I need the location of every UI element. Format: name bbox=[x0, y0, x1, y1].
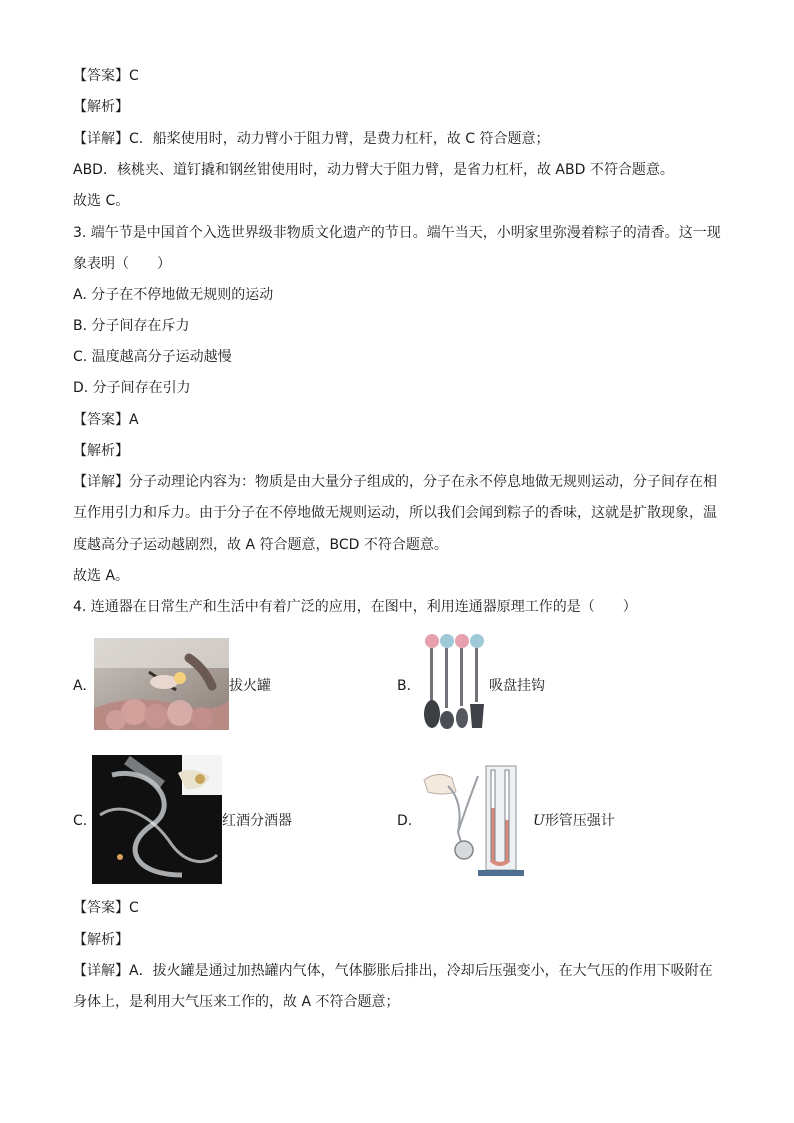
q4-choice-d-label bbox=[533, 811, 615, 831]
q3-detail-line-1: 【详解】分子动理论内容为：物质是由大量分子组成的，分子在永不停息地做无规则运动，分子间存在相 bbox=[73, 474, 717, 490]
q4-choice-b-letter: B. bbox=[397, 678, 412, 694]
q3-conclusion: 故选 A。 bbox=[73, 568, 130, 584]
q4-stem: 4. 连通器在日常生产和生活中有着广泛的应用，在图中，利用连通器原理工作的是（ ） bbox=[73, 599, 637, 615]
q3-option-c: C. 温度越高分子运动越慢 bbox=[73, 349, 232, 365]
q3-analysis-heading: 【解析】 bbox=[73, 443, 129, 459]
q4-choice-c-image bbox=[92, 755, 222, 884]
suction-hook-utensils-icon bbox=[420, 632, 488, 732]
q3-answer: 【答案】A bbox=[73, 412, 139, 428]
wine-decanter-photo-icon bbox=[92, 755, 222, 884]
q2-conclusion: 故选 C。 bbox=[73, 193, 130, 209]
q3-option-b: B. 分子间存在斥力 bbox=[73, 318, 190, 334]
q3-option-a: A. 分子在不停地做无规则的运动 bbox=[73, 287, 274, 303]
q3-detail-line-3: 度越高分子运动越剧烈，故 A 符合题意，BCD 不符合题意。 bbox=[73, 537, 448, 553]
q3-stem-line-1: 3. 端午节是中国首个入选世界级非物质文化遗产的节日。端午当天，小明家里弥漫着粽子的清香。这一现 bbox=[73, 225, 721, 241]
q4-choice-c-letter: C. bbox=[73, 813, 88, 829]
q3-option-d: D. 分子间存在引力 bbox=[73, 380, 191, 396]
q4-choice-c-label: 红酒分酒器 bbox=[222, 813, 292, 829]
q4-choice-a-image bbox=[94, 638, 229, 730]
q2-detail-line-2: ABD．核桃夹、道钉撬和钢丝钳使用时，动力臂大于阻力臂，是省力杠杆，故 ABD 不符合题意。 bbox=[73, 162, 674, 178]
q4-choice-a-label: 拔火罐 bbox=[229, 678, 271, 694]
q3-stem-line-2: 象表明（ ） bbox=[73, 256, 171, 272]
q4-analysis-heading: 【解析】 bbox=[73, 932, 129, 948]
q4-choice-d-image bbox=[418, 762, 533, 880]
q4-choice-a-letter: A. bbox=[73, 678, 87, 694]
q4-choice-b-label: 吸盘挂钩 bbox=[489, 678, 545, 694]
q4-answer: 【答案】C bbox=[73, 900, 139, 916]
q2-answer: 【答案】C bbox=[73, 68, 139, 84]
q4-choice-d-label-text: 形管压强计 bbox=[544, 813, 615, 829]
q4-choice-b-image bbox=[420, 632, 488, 732]
q4-choice-d-letter: D. bbox=[397, 813, 413, 829]
q4-detail-line-2: 身体上，是利用大气压来工作的，故 A 不符合题意； bbox=[73, 994, 400, 1010]
q2-analysis-heading: 【解析】 bbox=[73, 99, 129, 115]
u-tube-manometer-icon bbox=[418, 762, 533, 880]
q3-detail-line-2: 互作用引力和斥力。由于分子在不停地做无规则运动，所以我们会闻到粽子的香味，这就是扩散现象，温 bbox=[73, 505, 717, 521]
q2-detail-line-1: 【详解】C．船桨使用时，动力臂小于阻力臂，是费力杠杆，故 C 符合题意； bbox=[73, 131, 550, 147]
u-symbol: U bbox=[533, 813, 545, 829]
cupping-photo-icon bbox=[94, 638, 229, 730]
q4-detail-line-1: 【详解】A．拔火罐是通过加热罐内气体，气体膨胀后排出，冷却后压强变小，在大气压的作用下吸附在 bbox=[73, 963, 713, 979]
